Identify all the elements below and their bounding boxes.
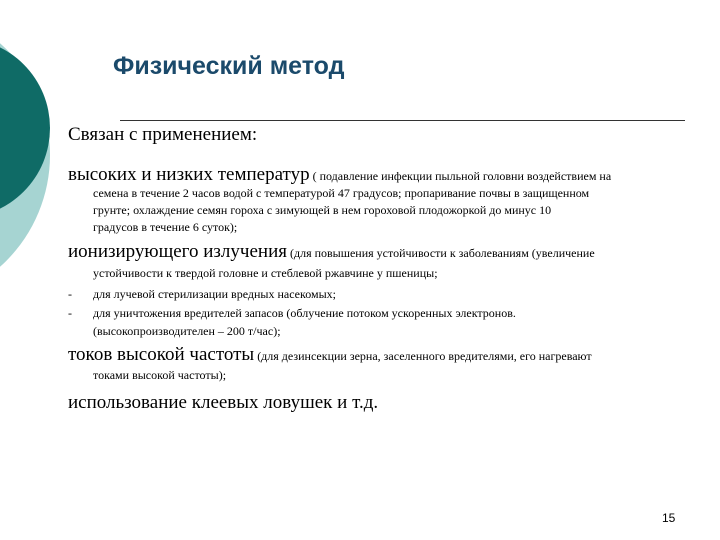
item-heading: ионизирующего излучения [68, 241, 287, 262]
item-dash-line: для уничтожения вредителей запасов (облучение потоком ускоренных электронов. [93, 306, 516, 320]
title-divider [120, 120, 685, 121]
dash-bullet: - [68, 287, 72, 301]
item-line: семена в течение 2 часов водой с температурой 47 градусов; пропаривание почвы в защищенном [93, 186, 590, 200]
item-line: устойчивости к твердой головне и стеблевой ржавчине у пшеницы; [93, 266, 438, 280]
item-high-low-temperature [68, 164, 611, 186]
item-high-frequency-currents [68, 344, 592, 366]
item-line: токами высокой частоты); [93, 368, 227, 382]
item-note: ( подавление инфекции пыльной головни воздействием на [309, 169, 612, 183]
item-heading: высоких и низких температур [68, 164, 310, 185]
dash-bullet: - [68, 306, 72, 320]
item-line: грунте; охлаждение семян гороха с зимующей в нем гороховой плодожоркой до минус 10 [93, 203, 552, 217]
item-note: (для дезинсекции зерна, заселенного вредителями, его нагревают [254, 349, 592, 363]
page-number: 15 [662, 511, 676, 525]
item-glue-traps: использование клеевых ловушек и т.д. [68, 392, 379, 413]
item-note: (для повышения устойчивости к заболеваниям (увеличение [286, 246, 595, 260]
item-ionizing-radiation [68, 241, 595, 263]
item-line: (высокопроизводителен – 200 т/час); [93, 324, 281, 338]
intro-text: Связан с применением: [68, 124, 258, 145]
slide-title: Физический метод [113, 52, 345, 80]
item-heading: токов высокой частоты [68, 344, 255, 365]
item-dash-line: для лучевой стерилизации вредных насекомых; [93, 287, 336, 301]
item-line: градусов в течение 6 суток); [93, 220, 238, 234]
